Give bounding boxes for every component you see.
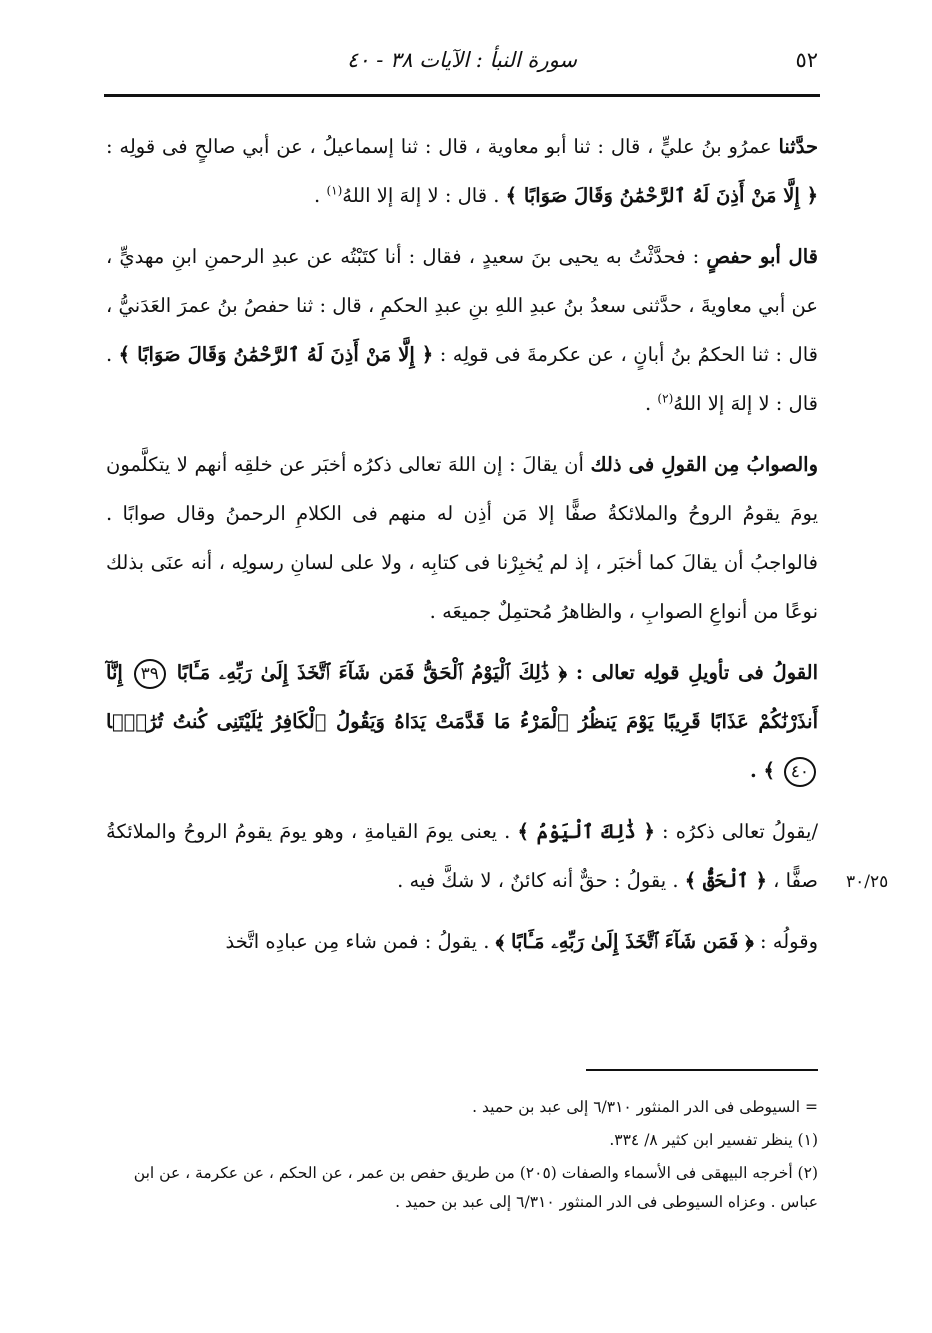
quran-quote-end: ﴾ . <box>749 759 782 782</box>
quran-quote: ﴿ ذَٰلِكَ ٱلْيَوْمُ ٱلْحَقُّ فَمَن شَآءَ ٱتَّخَذَ إِلَىٰ رَبِّهِۦ مَـَٔابًا <box>167 661 576 684</box>
paragraph-hadith-1 <box>106 122 818 220</box>
footnote-2: (٢) أخرجه البيهقى فى الأسماء والصفات (٢٠٥) من طريق حفص بن عمر ، عن الحكم ، عن عكرمة ، عن ابن عباس . وعزاه السيوطى فى الدر المنثور ٦/٣١٠ إلى عبد بن حميد . <box>133 1164 818 1211</box>
footnote-continuation: = السيوطى فى الدر المنثور ٦/٣١٠ إلى عبد بن حميد . <box>472 1098 818 1116</box>
page-header <box>106 44 818 84</box>
paragraph-text: وقولُه : <box>753 930 818 953</box>
paragraph-text: . يقولُ : حقٌّ أنه كائنٌ ، لا شكَّ فيه . <box>397 869 685 892</box>
quran-quote: ﴿ ٱلْحَقُّ ﴾ <box>684 869 767 892</box>
footnote-1: (١) ينظر تفسير ابن كثير ٨/ ٣٣٤. <box>609 1131 818 1149</box>
section-heading: القولُ فى تأويلِ قولِه تعالى : <box>575 661 818 684</box>
page-number: ٥٢ <box>795 48 818 72</box>
paragraph-text: أن يقالَ : إن اللهَ تعالى ذكرُه أخبَر عن خلقِه أنهم لا يتكلَّمون يومَ يقومُ الروحُ والملائكةُ صفًّا إلا مَن أذِن له منهم فى الكلامِ الرحمنُ وقال صوابًا . فالواجبُ أن يقالَ كما أخبَر ، إذ لم يُخبِرْنا فى كتابِه ، ولا على لسانِ رسولِه ، أنه عنَى بذلك نوعًا من أنواعِ الصوابِ ، والظاهرُ مُحتمِلٌ جميعَه . <box>106 453 818 623</box>
footnotes <box>106 1093 818 1221</box>
quran-quote: ﴿ ذَٰلِكَ ٱلْيَوْمُ ﴾ <box>517 820 655 843</box>
footnote-ref[interactable]: (١) <box>326 183 343 198</box>
ayah-number-marker: ٣٩ <box>134 659 166 689</box>
paragraph-lead: قال أبو حفصٍ <box>706 245 818 268</box>
quran-quote: ﴿ إِلَّا مَنْ أَذِنَ لَهُ ٱلرَّحْمَٰنُ وَقَالَ صَوَابًا ﴾ <box>118 343 434 366</box>
paragraph-text: . قال : لا إلهَ إلا اللهُ <box>106 343 818 415</box>
paragraph-verses-heading <box>106 648 818 795</box>
main-text <box>106 122 818 966</box>
footnote-divider <box>586 1069 818 1071</box>
paragraph-hadith-2 <box>106 232 818 428</box>
paragraph-text: . يقولُ : فمن شاء مِن عبادِه اتَّخذ <box>225 930 496 953</box>
paragraph-text: . <box>314 184 327 207</box>
quran-quote: ﴿ فَمَن شَآءَ ٱتَّخَذَ إِلَىٰ رَبِّهِۦ مَـَٔابًا ﴾ <box>495 930 754 953</box>
footnote-ref[interactable]: (٢) <box>657 391 674 406</box>
quran-quote: ﴿ إِلَّا مَنْ أَذِنَ لَهُ ٱلرَّحْمَٰنُ وَقَالَ صَوَابًا ﴾ <box>505 184 818 207</box>
paragraph-lead: حدَّثنا <box>778 135 818 158</box>
header-divider <box>104 94 820 97</box>
paragraph-text: عمرُو بنُ عليٍّ ، قال : ثنا أبو معاوية ، قال : ثنا إسماعيلُ ، عن أبي صالحٍ فى قولِه : <box>106 135 779 158</box>
running-title: سورة النبأ : الآيات ٣٨ - ٤٠ <box>346 48 578 72</box>
paragraph-text: . قال : لا إلهَ إلا اللهُ <box>342 184 506 207</box>
margin-reference: ٣٠/٢٥ <box>846 872 889 892</box>
paragraph-commentary-1 <box>106 807 818 905</box>
paragraph-text: . يعنى يومَ القيامةِ ، وهو يومَ يقومُ الروحُ والملائكةُ صفًّا ، <box>106 820 818 892</box>
quran-quote: إِنَّآ أَنذَرْنَٰكُمْ عَذَابًا قَرِيبًا يَوْمَ يَنظُرُ ٱلْمَرْءُ مَا قَدَّمَتْ يَدَاهُ وَيَقُولُ ٱلْكَافِرُ يَٰلَيْتَنِى كُنتُ تُرَٰبًۢا <box>106 661 818 733</box>
paragraph-conclusion <box>106 440 818 636</box>
paragraph-commentary-2 <box>106 917 818 966</box>
paragraph-lead: والصوابُ مِن القولِ فى ذلك <box>590 453 818 476</box>
paragraph-text: . <box>645 392 658 415</box>
paragraph-text: : فحدَّثْتُ به يحيى بنَ سعيدٍ ، فقال : أنا كتَبْتُه عن عبدِ الرحمنِ ابنِ مهديٍّ ، عن أبي معاويةَ ، حدَّثنى سعدُ بنُ عبدِ اللهِ بنِ عبدِ الحكمِ ، قال : ثنا حفصُ بنُ عمرَ العَدَنيُّ ، قال : ثنا الحكمُ بنُ أبانٍ ، عن عكرمةَ فى قولِه : <box>106 245 818 366</box>
paragraph-text: /يقولُ تعالى ذكرُه : <box>654 820 819 843</box>
ayah-number-marker: ٤٠ <box>784 757 816 787</box>
